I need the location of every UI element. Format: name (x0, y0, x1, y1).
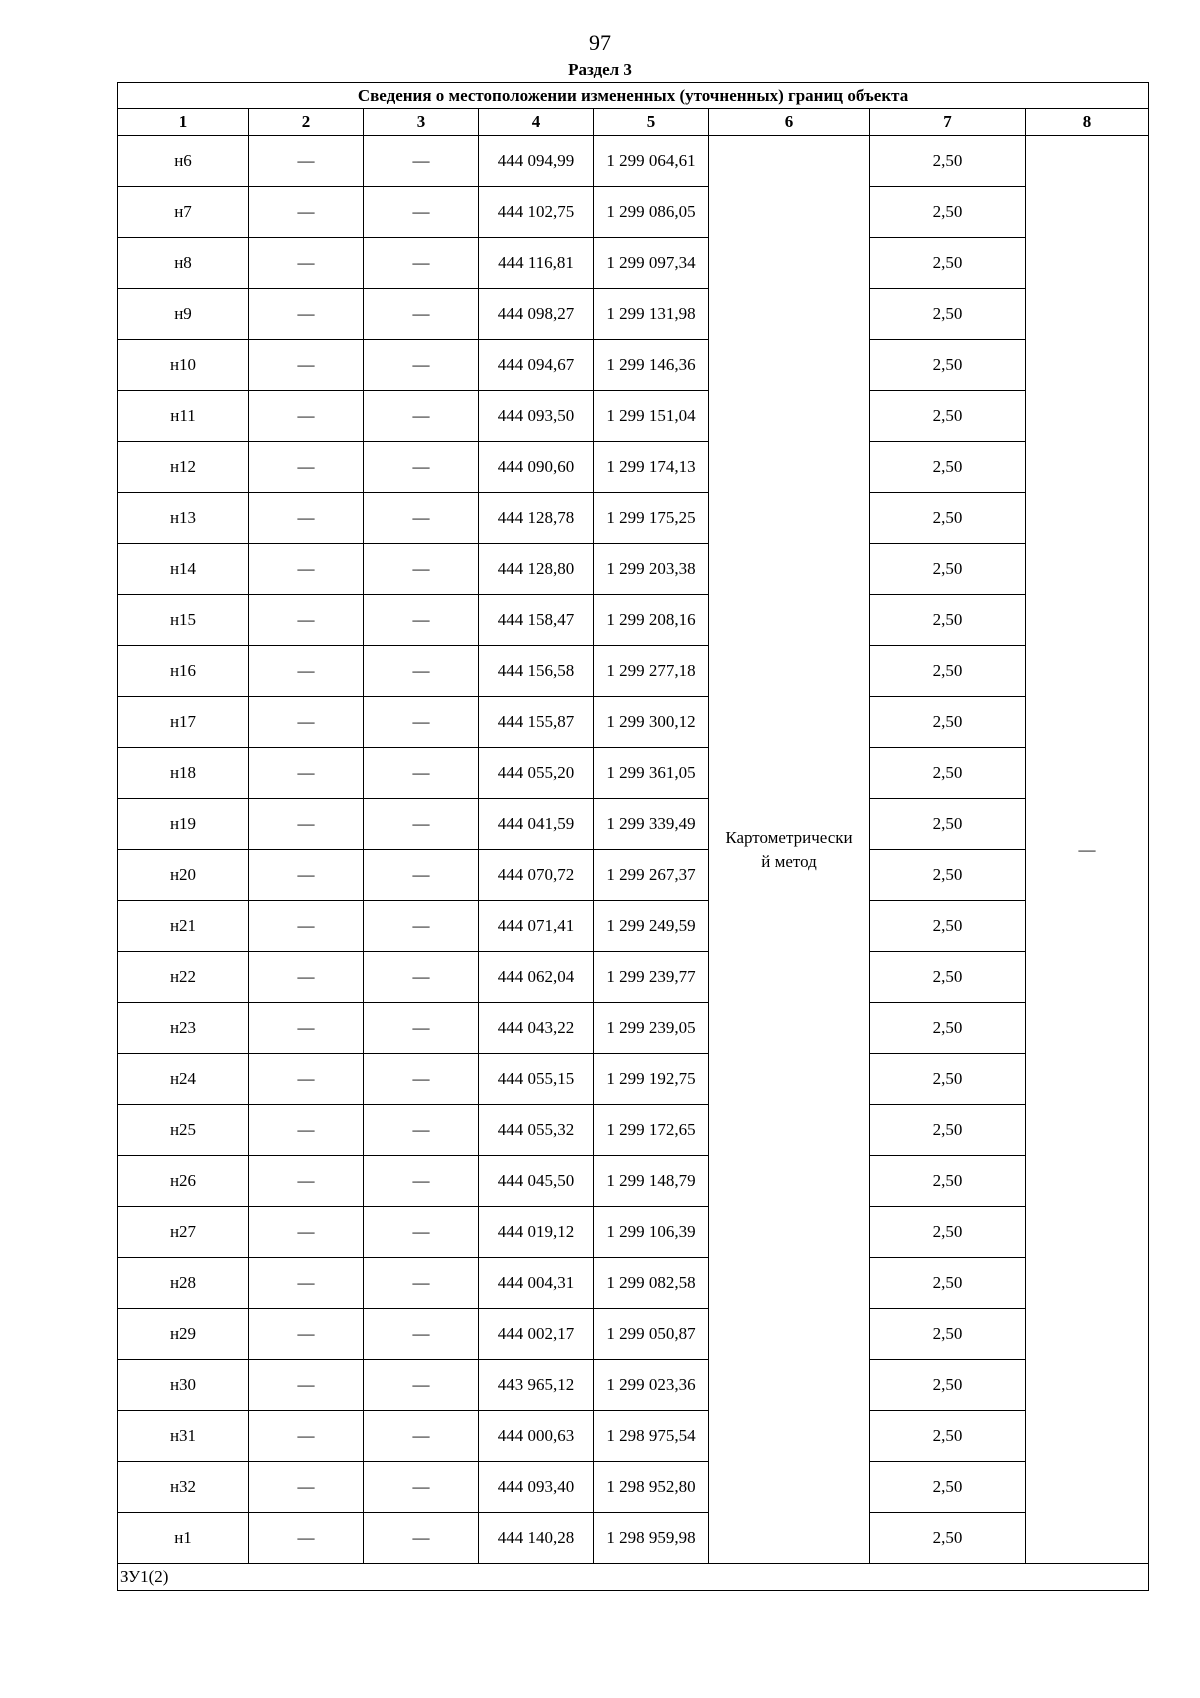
y-coordinate-cell: 1 299 097,34 (594, 238, 709, 289)
column-2-cell: — (249, 748, 364, 799)
point-number-cell: н14 (118, 544, 249, 595)
column-2-cell: — (249, 391, 364, 442)
table-row (118, 1411, 1149, 1462)
point-number-cell: н20 (118, 850, 249, 901)
table-row (118, 595, 1149, 646)
column-2-cell: — (249, 1207, 364, 1258)
column-number: 7 (870, 109, 1026, 136)
table-row (118, 340, 1149, 391)
point-number-cell: н32 (118, 1462, 249, 1513)
x-coordinate-cell: 443 965,12 (479, 1360, 594, 1411)
column-3-cell: — (364, 646, 479, 697)
column-3-cell: — (364, 595, 479, 646)
column-3-cell: — (364, 1156, 479, 1207)
column-3-cell: — (364, 340, 479, 391)
y-coordinate-cell: 1 298 952,80 (594, 1462, 709, 1513)
section-title: Раздел 3 (568, 60, 632, 79)
column-3-cell: — (364, 544, 479, 595)
y-coordinate-cell: 1 299 023,36 (594, 1360, 709, 1411)
column-8-cell: — (1026, 136, 1149, 1564)
point-number-cell: н19 (118, 799, 249, 850)
x-coordinate-cell: 444 000,63 (479, 1411, 594, 1462)
point-number-cell: н9 (118, 289, 249, 340)
column-2-cell: — (249, 289, 364, 340)
column-2-cell: — (249, 1309, 364, 1360)
column-3-cell: — (364, 697, 479, 748)
x-coordinate-cell: 444 155,87 (479, 697, 594, 748)
x-coordinate-cell: 444 102,75 (479, 187, 594, 238)
column-2-cell: — (249, 187, 364, 238)
column-2-cell: — (249, 850, 364, 901)
table-row (118, 1513, 1149, 1564)
column-2-cell: — (249, 136, 364, 187)
x-coordinate-cell: 444 140,28 (479, 1513, 594, 1564)
y-coordinate-cell: 1 299 192,75 (594, 1054, 709, 1105)
x-coordinate-cell: 444 004,31 (479, 1258, 594, 1309)
accuracy-cell: 2,50 (870, 1207, 1026, 1258)
y-coordinate-cell: 1 299 208,16 (594, 595, 709, 646)
x-coordinate-cell: 444 116,81 (479, 238, 594, 289)
column-2-cell: — (249, 646, 364, 697)
table-row (118, 238, 1149, 289)
column-2-cell: — (249, 544, 364, 595)
accuracy-cell: 2,50 (870, 1462, 1026, 1513)
table-row (118, 697, 1149, 748)
x-coordinate-cell: 444 128,78 (479, 493, 594, 544)
page-number: 97 (589, 30, 611, 55)
x-coordinate-cell: 444 045,50 (479, 1156, 594, 1207)
table-row (118, 850, 1149, 901)
y-coordinate-cell: 1 299 239,05 (594, 1003, 709, 1054)
x-coordinate-cell: 444 158,47 (479, 595, 594, 646)
column-3-cell: — (364, 1003, 479, 1054)
accuracy-cell: 2,50 (870, 799, 1026, 850)
point-number-cell: н26 (118, 1156, 249, 1207)
column-3-cell: — (364, 901, 479, 952)
y-coordinate-cell: 1 299 131,98 (594, 289, 709, 340)
point-number-cell: н1 (118, 1513, 249, 1564)
accuracy-cell: 2,50 (870, 1054, 1026, 1105)
table-row (118, 1309, 1149, 1360)
column-2-cell: — (249, 1513, 364, 1564)
column-2-cell: — (249, 1462, 364, 1513)
accuracy-cell: 2,50 (870, 901, 1026, 952)
column-3-cell: — (364, 799, 479, 850)
table-row (118, 289, 1149, 340)
accuracy-cell: 2,50 (870, 493, 1026, 544)
column-3-cell: — (364, 391, 479, 442)
table-row (118, 1003, 1149, 1054)
column-2-cell: — (249, 697, 364, 748)
point-number-cell: н6 (118, 136, 249, 187)
column-3-cell: — (364, 1462, 479, 1513)
point-number-cell: н22 (118, 952, 249, 1003)
y-coordinate-cell: 1 299 148,79 (594, 1156, 709, 1207)
x-coordinate-cell: 444 156,58 (479, 646, 594, 697)
x-coordinate-cell: 444 002,17 (479, 1309, 594, 1360)
point-number-cell: н10 (118, 340, 249, 391)
y-coordinate-cell: 1 299 277,18 (594, 646, 709, 697)
column-3-cell: — (364, 850, 479, 901)
method-line: Картометрически (725, 827, 853, 847)
accuracy-cell: 2,50 (870, 697, 1026, 748)
column-2-cell: — (249, 952, 364, 1003)
column-3-cell: — (364, 1309, 479, 1360)
y-coordinate-cell: 1 299 172,65 (594, 1105, 709, 1156)
accuracy-cell: 2,50 (870, 1360, 1026, 1411)
accuracy-cell: 2,50 (870, 544, 1026, 595)
column-2-cell: — (249, 1105, 364, 1156)
y-coordinate-cell: 1 299 249,59 (594, 901, 709, 952)
x-coordinate-cell: 444 055,32 (479, 1105, 594, 1156)
column-number: 8 (1026, 109, 1149, 136)
point-number-cell: н11 (118, 391, 249, 442)
x-coordinate-cell: 444 093,40 (479, 1462, 594, 1513)
accuracy-cell: 2,50 (870, 646, 1026, 697)
column-3-cell: — (364, 1105, 479, 1156)
x-coordinate-cell: 444 041,59 (479, 799, 594, 850)
y-coordinate-cell: 1 299 086,05 (594, 187, 709, 238)
column-number: 3 (364, 109, 479, 136)
table-row (118, 187, 1149, 238)
x-coordinate-cell: 444 093,50 (479, 391, 594, 442)
y-coordinate-cell: 1 299 174,13 (594, 442, 709, 493)
accuracy-cell: 2,50 (870, 1309, 1026, 1360)
accuracy-cell: 2,50 (870, 1513, 1026, 1564)
x-coordinate-cell: 444 070,72 (479, 850, 594, 901)
accuracy-cell: 2,50 (870, 442, 1026, 493)
y-coordinate-cell: 1 299 082,58 (594, 1258, 709, 1309)
accuracy-cell: 2,50 (870, 1156, 1026, 1207)
point-number-cell: н29 (118, 1309, 249, 1360)
table-row (118, 1156, 1149, 1207)
point-number-cell: н25 (118, 1105, 249, 1156)
x-coordinate-cell: 444 094,99 (479, 136, 594, 187)
table-row (118, 442, 1149, 493)
column-3-cell: — (364, 289, 479, 340)
y-coordinate-cell: 1 299 300,12 (594, 697, 709, 748)
column-3-cell: — (364, 952, 479, 1003)
column-2-cell: — (249, 1258, 364, 1309)
column-3-cell: — (364, 238, 479, 289)
accuracy-cell: 2,50 (870, 748, 1026, 799)
accuracy-cell: 2,50 (870, 1003, 1026, 1054)
accuracy-cell: 2,50 (870, 289, 1026, 340)
accuracy-cell: 2,50 (870, 187, 1026, 238)
point-number-cell: н13 (118, 493, 249, 544)
point-number-cell: н31 (118, 1411, 249, 1462)
column-3-cell: — (364, 1513, 479, 1564)
method-cell (709, 136, 870, 1564)
x-coordinate-cell: 444 071,41 (479, 901, 594, 952)
x-coordinate-cell: 444 043,22 (479, 1003, 594, 1054)
y-coordinate-cell: 1 299 146,36 (594, 340, 709, 391)
point-number-cell: н24 (118, 1054, 249, 1105)
y-coordinate-cell: 1 299 175,25 (594, 493, 709, 544)
column-2-cell: — (249, 442, 364, 493)
x-coordinate-cell: 444 055,20 (479, 748, 594, 799)
table-row (118, 136, 1149, 187)
table-row (118, 799, 1149, 850)
y-coordinate-cell: 1 299 064,61 (594, 136, 709, 187)
point-number-cell: н12 (118, 442, 249, 493)
column-3-cell: — (364, 493, 479, 544)
point-number-cell: н15 (118, 595, 249, 646)
y-coordinate-cell: 1 299 339,49 (594, 799, 709, 850)
accuracy-cell: 2,50 (870, 595, 1026, 646)
column-3-cell: — (364, 442, 479, 493)
column-2-cell: — (249, 238, 364, 289)
column-3-cell: — (364, 748, 479, 799)
column-2-cell: — (249, 1360, 364, 1411)
column-3-cell: — (364, 1207, 479, 1258)
table-row (118, 748, 1149, 799)
accuracy-cell: 2,50 (870, 1411, 1026, 1462)
column-number: 2 (249, 109, 364, 136)
accuracy-cell: 2,50 (870, 238, 1026, 289)
column-2-cell: — (249, 493, 364, 544)
column-3-cell: — (364, 1411, 479, 1462)
y-coordinate-cell: 1 298 975,54 (594, 1411, 709, 1462)
table-row (118, 646, 1149, 697)
table-row (118, 1258, 1149, 1309)
column-3-cell: — (364, 1360, 479, 1411)
accuracy-cell: 2,50 (870, 952, 1026, 1003)
y-coordinate-cell: 1 299 106,39 (594, 1207, 709, 1258)
accuracy-cell: 2,50 (870, 391, 1026, 442)
table-row (118, 1207, 1149, 1258)
point-number-cell: н23 (118, 1003, 249, 1054)
column-3-cell: — (364, 1054, 479, 1105)
point-number-cell: н8 (118, 238, 249, 289)
accuracy-cell: 2,50 (870, 850, 1026, 901)
column-number-row (118, 109, 1149, 136)
y-coordinate-cell: 1 299 361,05 (594, 748, 709, 799)
point-number-cell: н21 (118, 901, 249, 952)
point-number-cell: н28 (118, 1258, 249, 1309)
x-coordinate-cell: 444 098,27 (479, 289, 594, 340)
accuracy-cell: 2,50 (870, 1105, 1026, 1156)
point-number-cell: н17 (118, 697, 249, 748)
x-coordinate-cell: 444 019,12 (479, 1207, 594, 1258)
column-2-cell: — (249, 799, 364, 850)
table-row (118, 493, 1149, 544)
y-coordinate-cell: 1 298 959,98 (594, 1513, 709, 1564)
table-row (118, 391, 1149, 442)
x-coordinate-cell: 444 094,67 (479, 340, 594, 391)
column-2-cell: — (249, 595, 364, 646)
point-number-cell: н18 (118, 748, 249, 799)
column-3-cell: — (364, 187, 479, 238)
column-3-cell: — (364, 1258, 479, 1309)
accuracy-cell: 2,50 (870, 1258, 1026, 1309)
column-number: 6 (709, 109, 870, 136)
table-row (118, 901, 1149, 952)
point-number-cell: н7 (118, 187, 249, 238)
point-number-cell: н27 (118, 1207, 249, 1258)
point-number-cell: н30 (118, 1360, 249, 1411)
accuracy-cell: 2,50 (870, 340, 1026, 391)
y-coordinate-cell: 1 299 203,38 (594, 544, 709, 595)
column-number: 1 (118, 109, 249, 136)
point-number-cell: н16 (118, 646, 249, 697)
y-coordinate-cell: 1 299 050,87 (594, 1309, 709, 1360)
y-coordinate-cell: 1 299 151,04 (594, 391, 709, 442)
table-row (118, 1105, 1149, 1156)
x-coordinate-cell: 444 062,04 (479, 952, 594, 1003)
column-2-cell: — (249, 340, 364, 391)
table-row (118, 544, 1149, 595)
table-row (118, 952, 1149, 1003)
table-row (118, 1462, 1149, 1513)
method-line: й метод (761, 851, 817, 871)
column-2-cell: — (249, 1003, 364, 1054)
column-number: 5 (594, 109, 709, 136)
x-coordinate-cell: 444 128,80 (479, 544, 594, 595)
column-2-cell: — (249, 1054, 364, 1105)
boundary-coordinates-table (117, 82, 1149, 1591)
table-row (118, 1054, 1149, 1105)
table-caption: Сведения о местоположении измененных (уточненных) границ объекта (118, 83, 1149, 109)
y-coordinate-cell: 1 299 239,77 (594, 952, 709, 1003)
column-3-cell: — (364, 136, 479, 187)
column-2-cell: — (249, 1156, 364, 1207)
table-row (118, 1360, 1149, 1411)
table-body (118, 136, 1149, 1564)
column-number: 4 (479, 109, 594, 136)
accuracy-cell: 2,50 (870, 136, 1026, 187)
column-2-cell: — (249, 1411, 364, 1462)
y-coordinate-cell: 1 299 267,37 (594, 850, 709, 901)
column-2-cell: — (249, 901, 364, 952)
table-footer: ЗУ1(2) (118, 1564, 1149, 1591)
x-coordinate-cell: 444 055,15 (479, 1054, 594, 1105)
x-coordinate-cell: 444 090,60 (479, 442, 594, 493)
